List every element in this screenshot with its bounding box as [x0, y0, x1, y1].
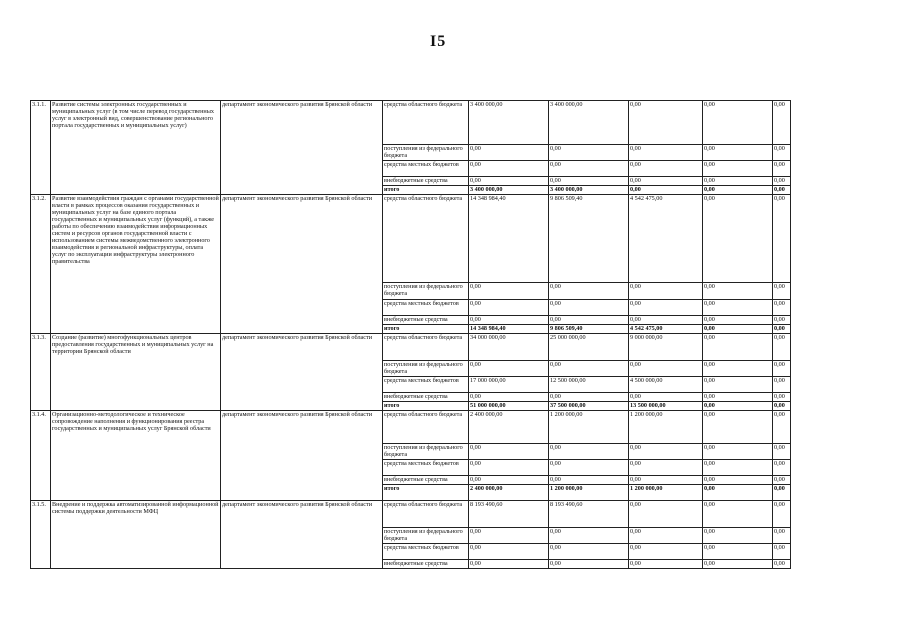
amount-cell: 0,00	[549, 476, 629, 485]
amount-cell: 0,00	[469, 444, 549, 460]
amount-cell: 0,00	[629, 101, 703, 145]
table-row	[31, 501, 791, 528]
funding-source: итого	[383, 402, 469, 411]
item-name: Развитие системы электронных государственных и муниципальных услуг (в том числе перевод государственных услуг в электронный вид, совершенствование регионального портала государственных и муниципальных услуг)	[51, 101, 221, 195]
item-code: 3.1.4.	[31, 411, 51, 501]
amount-cell: 0,00	[549, 544, 629, 560]
table-row	[31, 195, 791, 283]
amount-cell: 0,00	[703, 161, 773, 177]
funding-source: поступления из федерального бюджета	[383, 283, 469, 300]
amount-cell: 0,00	[703, 325, 773, 334]
amount-cell: 0,00	[629, 361, 703, 377]
amount-cell: 0,00	[469, 283, 549, 300]
amount-cell: 0,00	[703, 186, 773, 195]
table-row	[31, 411, 791, 444]
amount-cell: 4 500 000,00	[629, 377, 703, 393]
amount-cell: 0,00	[773, 411, 791, 444]
amount-cell: 0,00	[629, 161, 703, 177]
item-department: департамент экономического развития Брянской области	[221, 195, 383, 334]
funding-source: внебюджетные средства	[383, 393, 469, 402]
amount-cell: 0,00	[469, 361, 549, 377]
amount-cell: 0,00	[629, 186, 703, 195]
amount-cell: 14 348 984,40	[469, 325, 549, 334]
amount-cell: 3 400 000,00	[469, 101, 549, 145]
amount-cell: 0,00	[629, 300, 703, 316]
amount-cell: 0,00	[703, 544, 773, 560]
amount-cell: 3 400 000,00	[549, 101, 629, 145]
funding-source: средства областного бюджета	[383, 501, 469, 528]
amount-cell: 0,00	[549, 393, 629, 402]
amount-cell: 0,00	[629, 544, 703, 560]
funding-source: средства местных бюджетов	[383, 544, 469, 560]
funding-source: средства областного бюджета	[383, 195, 469, 283]
amount-cell: 0,00	[549, 444, 629, 460]
funding-source: поступления из федерального бюджета	[383, 444, 469, 460]
amount-cell: 0,00	[549, 145, 629, 161]
amount-cell: 0,00	[703, 101, 773, 145]
amount-cell: 0,00	[703, 283, 773, 300]
amount-cell: 0,00	[703, 316, 773, 325]
funding-source: средства областного бюджета	[383, 101, 469, 145]
amount-cell: 1 200 000,00	[549, 411, 629, 444]
amount-cell: 0,00	[629, 528, 703, 544]
amount-cell: 0,00	[469, 161, 549, 177]
funding-source: поступления из федерального бюджета	[383, 528, 469, 544]
amount-cell: 0,00	[549, 177, 629, 186]
amount-cell: 9 806 509,40	[549, 195, 629, 283]
amount-cell: 0,00	[703, 476, 773, 485]
item-department: департамент экономического развития Брянской области	[221, 411, 383, 501]
amount-cell: 2 400 000,00	[469, 485, 549, 501]
amount-cell: 0,00	[773, 476, 791, 485]
amount-cell: 0,00	[703, 300, 773, 316]
amount-cell: 12 500 000,00	[549, 377, 629, 393]
amount-cell: 0,00	[549, 161, 629, 177]
amount-cell: 0,00	[773, 485, 791, 501]
amount-cell: 0,00	[773, 402, 791, 411]
funding-source: средства местных бюджетов	[383, 377, 469, 393]
amount-cell: 0,00	[549, 316, 629, 325]
funding-source: средства местных бюджетов	[383, 300, 469, 316]
amount-cell: 0,00	[773, 161, 791, 177]
amount-cell: 0,00	[549, 460, 629, 476]
amount-cell: 0,00	[703, 177, 773, 186]
amount-cell: 0,00	[629, 560, 703, 569]
amount-cell: 0,00	[629, 177, 703, 186]
amount-cell: 0,00	[773, 186, 791, 195]
funding-source: средства местных бюджетов	[383, 161, 469, 177]
amount-cell: 0,00	[773, 444, 791, 460]
item-code: 3.1.3.	[31, 334, 51, 411]
amount-cell: 0,00	[469, 177, 549, 186]
funding-source: поступления из федерального бюджета	[383, 145, 469, 161]
amount-cell: 0,00	[629, 501, 703, 528]
item-code: 3.1.2.	[31, 195, 51, 334]
amount-cell: 34 000 000,00	[469, 334, 549, 361]
funding-source: итого	[383, 485, 469, 501]
amount-cell: 0,00	[549, 528, 629, 544]
funding-source: средства областного бюджета	[383, 411, 469, 444]
amount-cell: 0,00	[703, 334, 773, 361]
amount-cell: 0,00	[629, 476, 703, 485]
amount-cell: 0,00	[773, 377, 791, 393]
amount-cell: 0,00	[773, 283, 791, 300]
amount-cell: 51 000 000,00	[469, 402, 549, 411]
amount-cell: 0,00	[773, 361, 791, 377]
amount-cell: 3 400 000,00	[549, 186, 629, 195]
amount-cell: 0,00	[773, 460, 791, 476]
funding-source: итого	[383, 186, 469, 195]
amount-cell: 0,00	[773, 560, 791, 569]
amount-cell: 0,00	[469, 145, 549, 161]
amount-cell: 0,00	[703, 460, 773, 476]
amount-cell: 0,00	[549, 560, 629, 569]
funding-source: поступления из федерального бюджета	[383, 361, 469, 377]
amount-cell: 0,00	[773, 316, 791, 325]
amount-cell: 0,00	[773, 501, 791, 528]
funding-source: внебюджетные средства	[383, 316, 469, 325]
amount-cell: 0,00	[703, 195, 773, 283]
amount-cell: 0,00	[703, 560, 773, 569]
amount-cell: 0,00	[469, 460, 549, 476]
item-name: Внедрение и поддержка автоматизированной информационной системы поддержки деятельности МФЦ	[51, 501, 221, 569]
item-department: департамент экономического развития Брянской области	[221, 101, 383, 195]
amount-cell: 0,00	[629, 460, 703, 476]
amount-cell: 0,00	[703, 501, 773, 528]
amount-cell: 0,00	[469, 316, 549, 325]
amount-cell: 0,00	[703, 377, 773, 393]
amount-cell: 37 500 000,00	[549, 402, 629, 411]
item-department: департамент экономического развития Брянской области	[221, 501, 383, 569]
funding-source: внебюджетные средства	[383, 476, 469, 485]
amount-cell: 1 200 000,00	[549, 485, 629, 501]
amount-cell: 0,00	[469, 560, 549, 569]
amount-cell: 0,00	[469, 528, 549, 544]
amount-cell: 14 348 984,40	[469, 195, 549, 283]
amount-cell: 0,00	[629, 393, 703, 402]
amount-cell: 4 542 475,00	[629, 195, 703, 283]
amount-cell: 13 500 000,00	[629, 402, 703, 411]
amount-cell: 0,00	[773, 393, 791, 402]
item-name: Развитие взаимодействия граждан с органами государственной власти в рамках процессов оказания государственных и муниципальных услуг на базе единого портала государственных и муниципальных услуг (функций), а также работы по обеспечению взаимодействия информационных систем и ресурсов органов государственной власти с использованием системы межведомственного электронного взаимодействия и региональной инфраструктуры, оплата услуг по эксплуатации инфраструктуры электронного правительства	[51, 195, 221, 334]
amount-cell: 0,00	[773, 177, 791, 186]
amount-cell: 0,00	[549, 283, 629, 300]
funding-source: итого	[383, 325, 469, 334]
amount-cell: 0,00	[773, 101, 791, 145]
amount-cell: 0,00	[469, 393, 549, 402]
item-code: 3.1.1.	[31, 101, 51, 195]
amount-cell: 0,00	[469, 476, 549, 485]
item-name: Организационно-методологическое и техническое сопровождение наполнения и функционирования реестра государственных и муниципальных услуг Брянской области	[51, 411, 221, 501]
amount-cell: 0,00	[703, 393, 773, 402]
amount-cell: 0,00	[549, 361, 629, 377]
amount-cell: 0,00	[629, 145, 703, 161]
funding-source: средства областного бюджета	[383, 334, 469, 361]
amount-cell: 1 200 000,00	[629, 411, 703, 444]
funding-source: внебюджетные средства	[383, 177, 469, 186]
funding-source: средства местных бюджетов	[383, 460, 469, 476]
amount-cell: 17 000 000,00	[469, 377, 549, 393]
amount-cell: 0,00	[773, 334, 791, 361]
amount-cell: 9 806 509,40	[549, 325, 629, 334]
table-row	[31, 334, 791, 361]
amount-cell: 4 542 475,00	[629, 325, 703, 334]
amount-cell: 0,00	[703, 411, 773, 444]
amount-cell: 0,00	[549, 300, 629, 316]
amount-cell: 0,00	[629, 316, 703, 325]
amount-cell: 0,00	[703, 485, 773, 501]
amount-cell: 0,00	[703, 402, 773, 411]
amount-cell: 0,00	[773, 195, 791, 283]
amount-cell: 0,00	[773, 325, 791, 334]
amount-cell: 0,00	[703, 528, 773, 544]
table-row	[31, 101, 791, 145]
amount-cell: 0,00	[773, 544, 791, 560]
amount-cell: 0,00	[703, 361, 773, 377]
amount-cell: 0,00	[773, 528, 791, 544]
amount-cell: 3 400 000,00	[469, 186, 549, 195]
amount-cell: 0,00	[773, 300, 791, 316]
amount-cell: 0,00	[703, 444, 773, 460]
amount-cell: 8 193 490,60	[469, 501, 549, 528]
amount-cell: 0,00	[629, 283, 703, 300]
amount-cell: 0,00	[469, 544, 549, 560]
amount-cell: 2 400 000,00	[469, 411, 549, 444]
item-name: Создание (развитие) многофункциональных центров предоставления государственных и муниципальных услуг на территории Брянской области	[51, 334, 221, 411]
item-code: 3.1.5.	[31, 501, 51, 569]
amount-cell: 0,00	[629, 444, 703, 460]
funding-source: внебюджетные средства	[383, 560, 469, 569]
budget-table	[30, 100, 791, 569]
amount-cell: 0,00	[773, 145, 791, 161]
amount-cell: 8 193 490,60	[549, 501, 629, 528]
amount-cell: 9 000 000,00	[629, 334, 703, 361]
amount-cell: 1 200 000,00	[629, 485, 703, 501]
amount-cell: 25 000 000,00	[549, 334, 629, 361]
page-number: I5	[430, 33, 447, 50]
amount-cell: 0,00	[703, 145, 773, 161]
amount-cell: 0,00	[469, 300, 549, 316]
item-department: департамент экономического развития Брянской области	[221, 334, 383, 411]
